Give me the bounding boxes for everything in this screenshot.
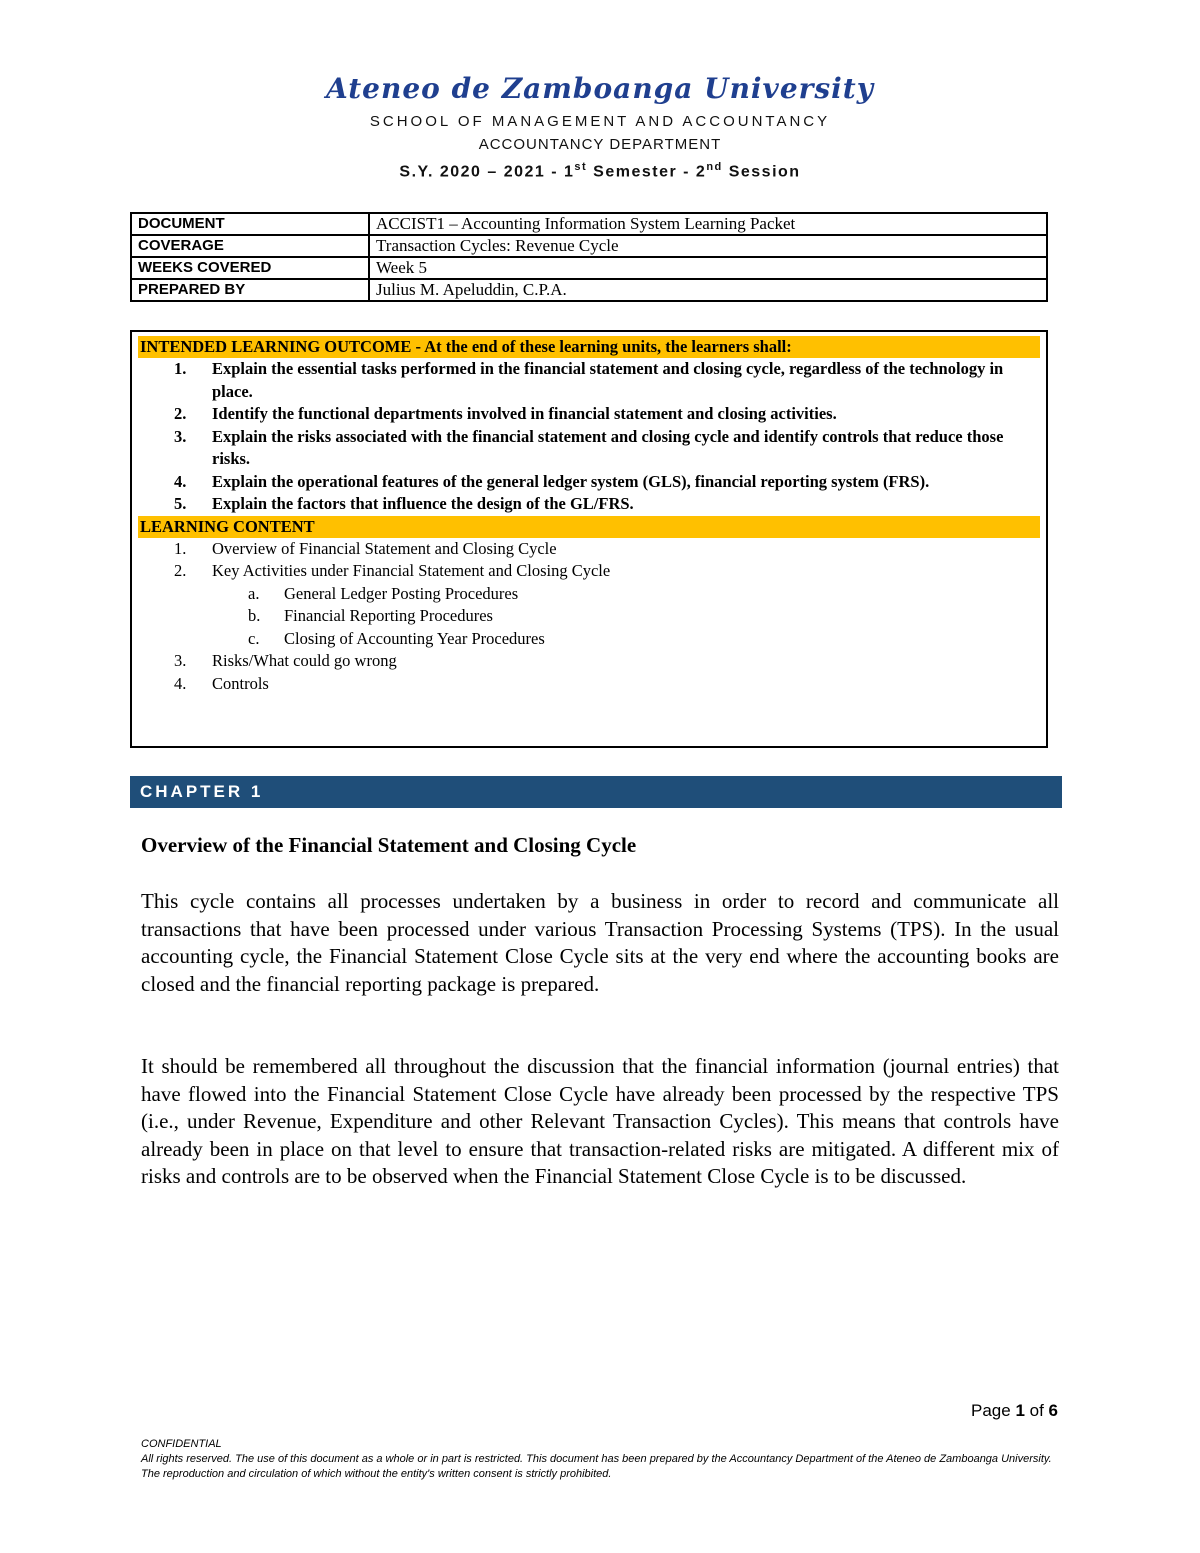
info-row: [131, 279, 1047, 301]
info-row: [131, 257, 1047, 279]
list-item: [132, 426, 1046, 471]
list-item: [132, 673, 1046, 696]
department-name: ACCOUNTANCY DEPARTMENT: [478, 136, 722, 153]
list-subitem: [132, 605, 1046, 628]
list-subitem: [132, 628, 1046, 651]
list-item: [132, 493, 1046, 516]
list-number: 4.: [174, 471, 187, 491]
info-row: [131, 235, 1047, 257]
info-row: [131, 213, 1047, 235]
confidential-notice: [141, 1437, 1061, 1482]
list-number: 1.: [174, 538, 187, 558]
paragraph: This cycle contains all processes undertaken by a business in order to record and communicate all transactions that have been processed under various Transaction Processing Systems (TPS). In the usual accounting cycle, the Financial Statement Close Cycle sits at the very end where the accounting books are closed and the financial reporting package is prepared.: [141, 889, 1059, 996]
list-item: [132, 650, 1046, 673]
list-text: Closing of Accounting Year Procedures: [284, 628, 545, 648]
list-item: [132, 538, 1046, 561]
learning-outcome-box: [130, 330, 1048, 748]
sy-mid: Semester - 2: [587, 163, 707, 181]
list-item: [132, 471, 1046, 494]
list-text: Explain the risks associated with the financial statement and closing cycle and identify controls that reduce those risks.: [212, 426, 1004, 468]
content-list: [132, 538, 1046, 696]
list-letter: c.: [248, 628, 260, 648]
list-text: Explain the factors that influence the design of the GL/FRS.: [212, 494, 634, 513]
list-text: Explain the operational features of the general ledger system (GLS), financial reporting system (FRS).: [212, 471, 930, 491]
sy-prefix: S.Y. 2020 – 2021 - 1: [399, 163, 575, 181]
list-text: Explain the essential tasks performed in the financial statement and closing cycle, regardless of the technology in place.: [212, 359, 1004, 401]
list-text: Controls: [212, 673, 269, 693]
page-number: [900, 1401, 1058, 1421]
list-subitem: [132, 583, 1046, 606]
sy-sup-2: nd: [706, 161, 723, 173]
page-prefix: Page: [971, 1401, 1016, 1420]
list-text: Key Activities under Financial Statement and Closing Cycle: [212, 561, 611, 580]
info-value: Week 5: [369, 257, 1047, 279]
chapter-banner: CHAPTER 1: [130, 776, 1062, 808]
university-name: Ateneo de Zamboanga University: [326, 72, 874, 105]
page-current: 1: [1015, 1401, 1025, 1420]
confidential-label: CONFIDENTIAL: [141, 1438, 222, 1450]
sy-sup-1: st: [574, 161, 588, 173]
school-name: SCHOOL OF MANAGEMENT AND ACCOUNTANCY: [369, 113, 831, 130]
page-of: of: [1024, 1401, 1049, 1420]
outcome-heading: INTENDED LEARNING OUTCOME - At the end of these learning units, the learners shall:: [138, 336, 1040, 358]
list-number: 2.: [174, 561, 187, 580]
list-number: 3.: [174, 426, 187, 446]
document-info-table: [130, 212, 1048, 302]
list-text: Financial Reporting Procedures: [284, 606, 493, 625]
list-text: General Ledger Posting Procedures: [284, 583, 519, 603]
outcome-list: [132, 358, 1046, 516]
rights-notice: All rights reserved. The use of this document as a whole or in part is restricted. This document has been prepared by the Accountancy Department of the Ateneo de Zamboanga University. The reproduction and circulation of which without the entity's written consent is strictly prohibited.: [141, 1453, 1052, 1480]
list-number: 5.: [174, 494, 187, 513]
content-heading: LEARNING CONTENT: [138, 516, 1040, 538]
info-key: DOCUMENT: [131, 213, 369, 235]
list-item: [132, 560, 1046, 583]
paragraph: It should be remembered all throughout the discussion that the financial information (journal entries) that have flowed into the Financial Statement Close Cycle have already been processed by the respective TPS (i.e., under Revenue, Expenditure and other Relevant Transaction Cycles). This means that controls have already been in place on that level to ensure that transaction-related risks are mitigated. A different mix of risks and controls are to be observed when the Financial Statement Close Cycle is to be discussed.: [141, 1054, 1059, 1188]
info-key: WEEKS COVERED: [131, 257, 369, 279]
list-letter: b.: [248, 606, 261, 625]
page-total: 6: [1048, 1401, 1058, 1420]
list-number: 4.: [174, 673, 187, 693]
school-year: [0, 161, 1200, 181]
list-number: 3.: [174, 651, 187, 670]
list-letter: a.: [248, 583, 260, 603]
list-text: Overview of Financial Statement and Closing Cycle: [212, 538, 557, 558]
info-key: PREPARED BY: [131, 279, 369, 301]
list-text: Identify the functional departments involved in financial statement and closing activities.: [212, 404, 837, 423]
info-value: ACCIST1 – Accounting Information System Learning Packet: [369, 213, 1047, 235]
info-value: Transaction Cycles: Revenue Cycle: [369, 235, 1047, 257]
list-item: [132, 403, 1046, 426]
info-value: Julius M. Apeluddin, C.P.A.: [369, 279, 1047, 301]
info-key: COVERAGE: [131, 235, 369, 257]
list-number: 2.: [174, 404, 187, 423]
list-number: 1.: [174, 359, 187, 378]
sy-suffix: Session: [722, 163, 801, 181]
list-item: [132, 358, 1046, 403]
list-text: Risks/What could go wrong: [212, 651, 397, 670]
chapter-title: Overview of the Financial Statement and Closing Cycle: [141, 833, 637, 857]
